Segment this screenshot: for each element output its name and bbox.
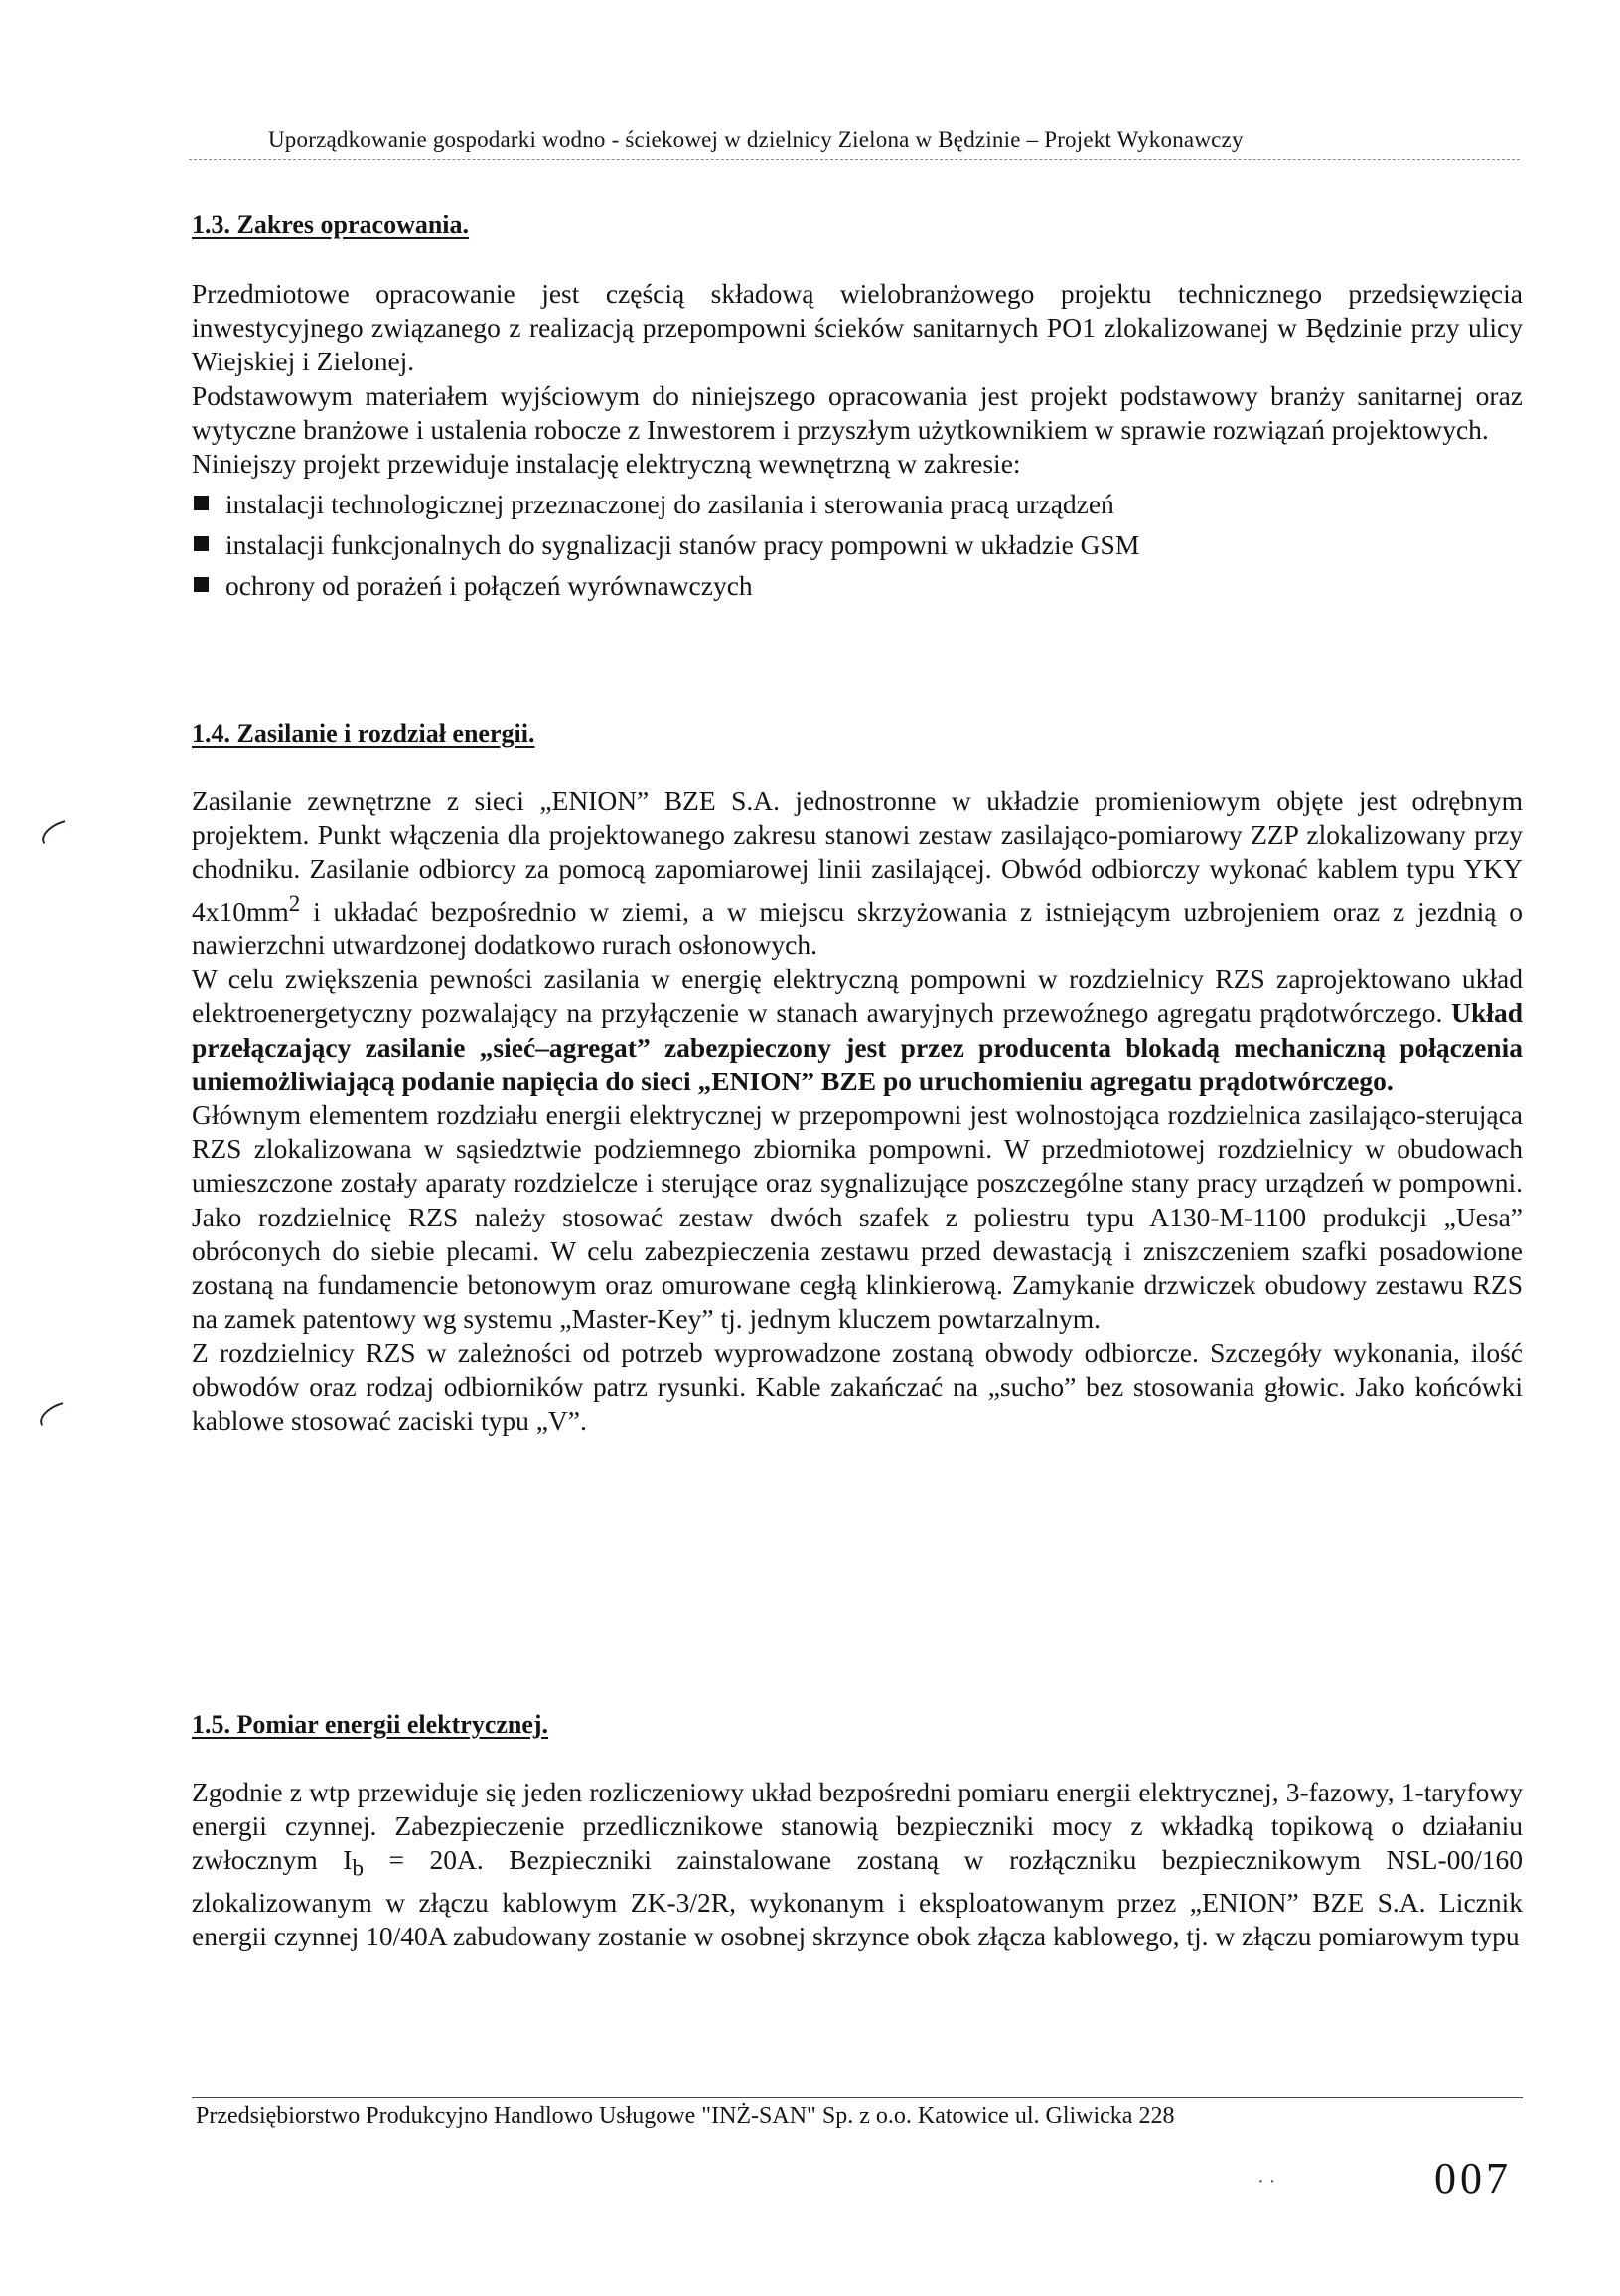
paragraph-text: Zgodnie z wtp przewiduje się jeden rozliczeniowy układ bezpośredni pomiaru energii elektrycznej, 3-fazowy, 1-taryfowy energii czynnej. Zabezpieczenie przedlicznikowe stanowią bezpieczniki mocy z wkładką topikową o działaniu zwłocznym I — [192, 1777, 1523, 1876]
section-heading-1-3: 1.3. Zakres opracowania. — [192, 211, 470, 239]
paragraph-text: = 20A. Bezpieczniki zainstalowane zostaną w rozłączniku bezpiecznikowym NSL-00/160 zlokalizowanym w złączu kablowym ZK-3/2R, wykonanym i eksploatowanym przez „ENION” BZE S.A. Licznik energii czynnej 10/40A zabudowany zostanie w osobnej skrzynce obok złącza kablowego, tj. w złączu pomiarowym typu — [192, 1844, 1523, 1952]
section-heading-1-4: 1.4. Zasilanie i rozdział energii. — [192, 719, 535, 748]
subscript: b — [352, 1855, 364, 1881]
list-item — [192, 484, 1523, 524]
list-item-text: ochrony od porażeń i połączeń wyrównawczych — [225, 570, 753, 602]
list-item — [192, 524, 1523, 565]
footer-divider — [192, 2097, 1523, 2098]
paragraph-text: i układać bezpośrednio w ziemi, a w miejscu skrzyżowania z istniejącym uzbrojeniem oraz z jezdnią o nawierzchni utwardzonej dodatkowo rurach osłonowych. — [192, 895, 1523, 960]
paragraph — [192, 962, 1523, 1098]
section-heading-1-5: 1.5. Pomiar energii elektrycznej. — [192, 1710, 549, 1739]
section-body-1-3 — [192, 277, 1523, 606]
list-item-text: instalacji funkcjonalnych do sygnalizacji stanów pracy pompowni w układzie GSM — [225, 529, 1140, 561]
header-divider — [189, 159, 1520, 160]
square-bullet-icon — [194, 496, 209, 510]
paragraph-text: Zasilanie zewnętrzne z sieci „ENION” BZE S.A. jednostronne w układzie promieniowym objęte jest odrębnym projektem. Punkt włączenia dla projektowanego zakresu stanowi zestaw zasilająco-pomiarowy ZZP zlokalizowany przy chodniku. Zasilanie odbiorcy za pomocą zapomiarowej linii zasilającej. Obwód odbiorczy wykonać kablem typu YKY 4x10mm — [192, 786, 1523, 927]
margin-mark — [38, 820, 70, 844]
bold-statement: Układ przełączający zasilanie „sieć–agregat” zabezpieczony jest przez producenta blokadą mechaniczną połączenia uniemożliwiającą podanie napięcia do sieci „ENION” BZE po uruchomieniu agregatu prądotwórczego. — [192, 997, 1523, 1096]
paragraph: Podstawowym materiałem wyjściowym do niniejszego opracowania jest projekt podstawowy branży sanitarnej oraz wytyczne branżowe i ustalenia robocze z Inwestorem i przyszłym użytkownikiem w sprawie rozwiązań projektowych. — [192, 379, 1523, 445]
list-item — [192, 565, 1523, 606]
square-bullet-icon — [194, 536, 209, 551]
paragraph: Niniejszy projekt przewiduje instalację elektryczną wewnętrzną w zakresie: — [192, 448, 1021, 480]
paragraph — [192, 785, 1523, 962]
paragraph: Głównym elementem rozdziału energii elektrycznej w przepompowni jest wolnostojąca rozdzielnica zasilająco-sterująca RZS zlokalizowana w sąsiedztwie podziemnego zbiornika pompowni. W przedmiotowej rozdzielnicy w obudowach umieszczone zostały aparaty rozdzielcze i sterujące oraz sygnalizujące poszczególne stany pracy urządzeń w pompowni. Jako rozdzielnicę RZS należy stosować zestaw dwóch szafek z poliestru typu A130-M-1100 produkcji „Uesa” obróconych do siebie plecami. W celu zabezpieczenia zestawu przed dewastacją i zniszczeniem szafki posadowione zostaną na fundamencie betonowym oraz omurowane cegłą klinkierową. Zamykanie drzwiczek obudowy zestawu RZS na zamek patentowy wg systemu „Master-Key” tj. jednym kluczem powtarzalnym. — [192, 1098, 1523, 1335]
section-body-1-4 — [192, 785, 1523, 1438]
paragraph-text: W celu zwiększenia pewności zasilania w energię elektryczną pompowni w rozdzielnicy RZS zaprojektowano układ elektroenergetyczny pozwalający na przyłączenie w stanach awaryjnych przewoźnego agregatu prądotwórczego. — [192, 963, 1523, 1029]
paragraph — [192, 1776, 1523, 1954]
margin-mark — [36, 1402, 68, 1426]
footer-company: Przedsiębiorstwo Produkcyjno Handlowo Usługowe "INŻ-SAN" Sp. z o.o. Katowice ul. Gliwicka 228 — [196, 2103, 1175, 2129]
scope-list — [192, 484, 1523, 606]
running-header: Uporządkowanie gospodarki wodno - ściekowej w dzielnicy Zielona w Będzinie – Projekt Wykonawczy — [268, 127, 1244, 152]
stray-mark: · · — [1257, 2171, 1276, 2193]
superscript: 2 — [288, 890, 301, 916]
paragraph: Z rozdzielnicy RZS w zależności od potrzeb wyprowadzone zostaną obwody odbiorcze. Szczegóły wykonania, ilość obwodów oraz rodzaj odbiorników patrz rysunki. Kable zakańczać na „sucho” bez stosowania głowic. Jako końcówki kablowe stosować zaciski typu „V”. — [192, 1337, 1523, 1436]
list-item-text: instalacji technologicznej przeznaczonej do zasilania i sterowania pracą urządzeń — [225, 489, 1114, 520]
section-body-1-5 — [192, 1776, 1523, 1954]
square-bullet-icon — [194, 577, 209, 592]
page-number: 007 — [1434, 2154, 1512, 2203]
paragraph: Przedmiotowe opracowanie jest częścią składową wielobranżowego projektu technicznego przedsięwzięcia inwestycyjnego związanego z realizacją przepompowni ścieków sanitarnych PO1 zlokalizowanej w Będzinie przy ulicy Wiejskiej i Zielonej. — [192, 278, 1523, 377]
